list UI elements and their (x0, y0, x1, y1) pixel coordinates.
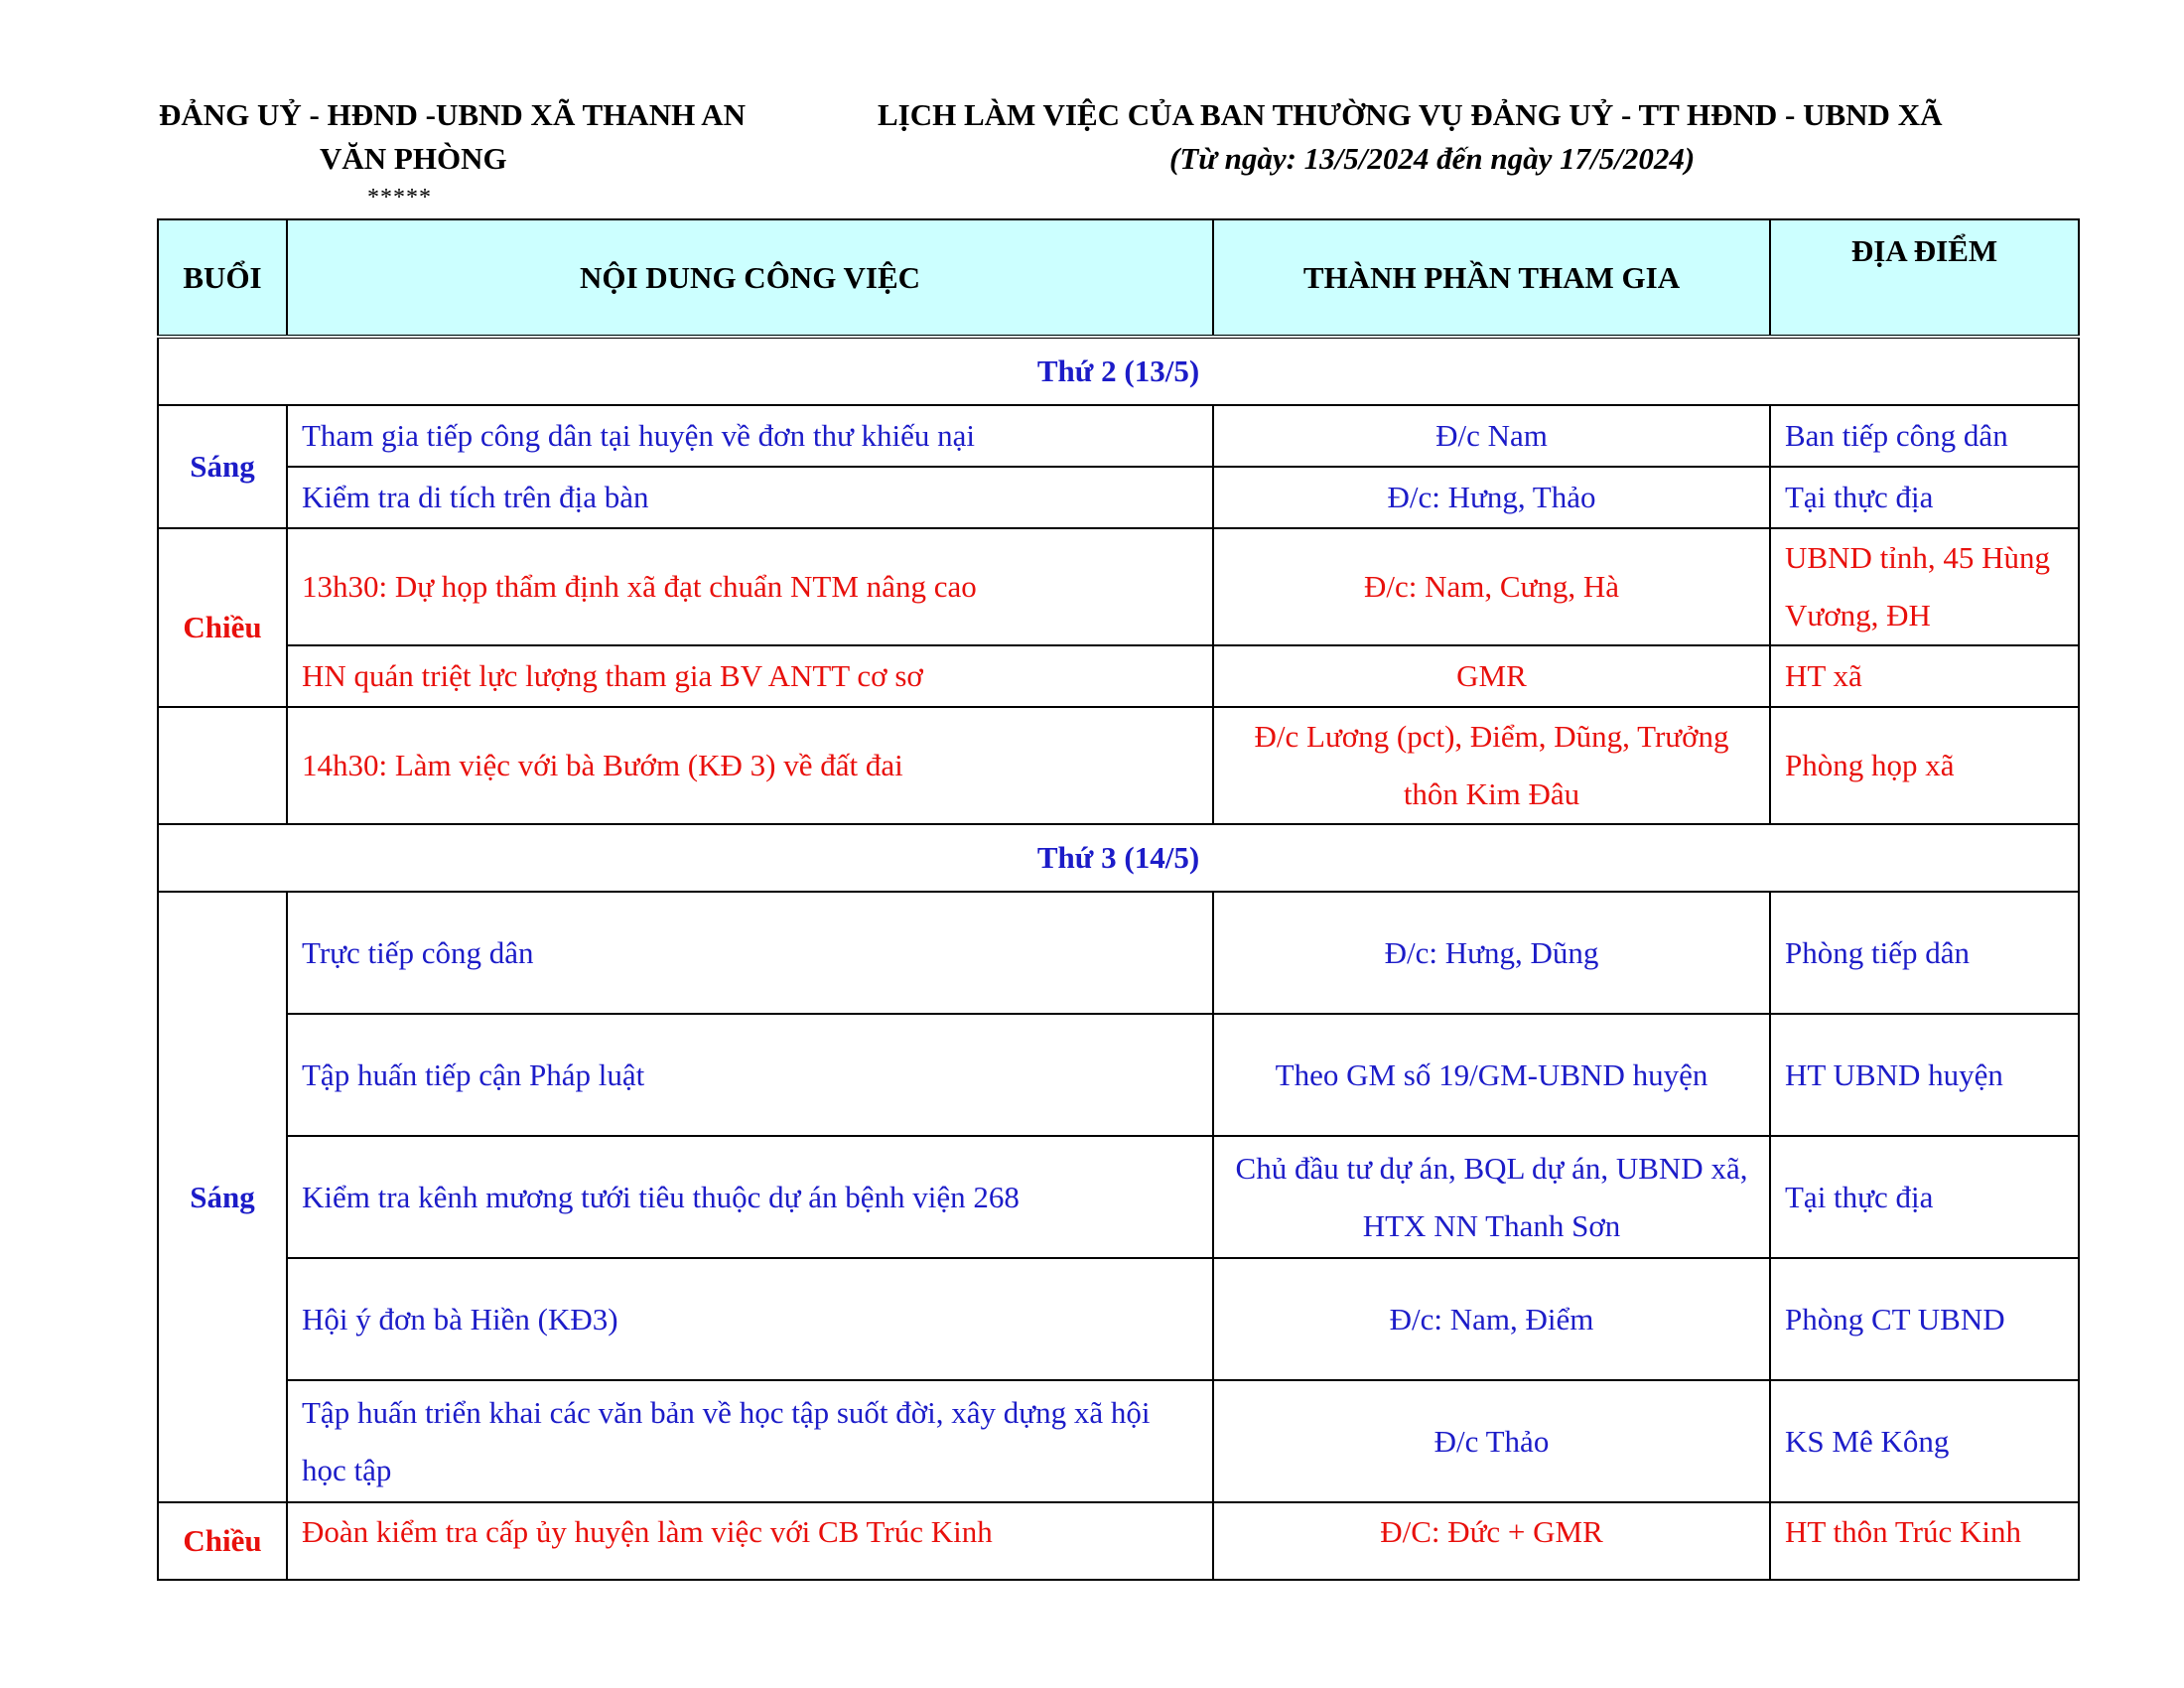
table-row (158, 405, 2079, 467)
table-row (158, 1502, 2079, 1580)
location-cell: KS Mê Kông (1770, 1380, 2079, 1502)
table-row (158, 645, 2079, 707)
location-cell: HT xã (1770, 645, 2079, 707)
table-row (158, 1258, 2079, 1380)
participants-cell: Đ/c: Hưng, Dũng (1213, 892, 1770, 1014)
participants-cell: Đ/c Lương (pct), Điểm, Dũng, Trưởng thôn Kim Đâu (1213, 707, 1770, 824)
table-row (158, 528, 2079, 645)
empty-session-cell (158, 707, 287, 824)
table-row (158, 892, 2079, 1014)
content-cell: HN quán triệt lực lượng tham gia BV ANTT cơ sơ (287, 645, 1213, 707)
date-range: (Từ ngày: 13/5/2024 đến ngày 17/5/2024) (1169, 141, 1696, 176)
col-header-content: NỘI DUNG CÔNG VIỆC (287, 219, 1213, 337)
org-name: ĐẢNG UỶ - HĐND -UBND XÃ THANH AN (159, 97, 747, 132)
col-header-location: ĐỊA ĐIỂM (1770, 219, 2079, 337)
day-label: Thứ 3 (14/5) (158, 824, 2079, 892)
office-name: VĂN PHÒNG (320, 141, 507, 176)
participants-cell: Đ/c: Nam, Điểm (1213, 1258, 1770, 1380)
content-cell: Tập huấn tiếp cận Pháp luật (287, 1014, 1213, 1136)
participants-cell: Đ/C: Đức + GMR (1213, 1502, 1770, 1580)
content-cell: Đoàn kiểm tra cấp ủy huyện làm việc với CB Trúc Kinh (287, 1502, 1213, 1580)
location-cell: HT UBND huyện (1770, 1014, 2079, 1136)
content-cell: Hội ý đơn bà Hiền (KĐ3) (287, 1258, 1213, 1380)
content-cell: 13h30: Dự họp thẩm định xã đạt chuẩn NTM nâng cao (287, 528, 1213, 645)
location-cell: Phòng CT UBND (1770, 1258, 2079, 1380)
session-label: Chiều (158, 528, 287, 707)
table-row (158, 1380, 2079, 1502)
location-cell: Phòng họp xã (1770, 707, 2079, 824)
table-header-row (158, 219, 2079, 337)
participants-cell: Chủ đầu tư dự án, BQL dự án, UBND xã, HTX NN Thanh Sơn (1213, 1136, 1770, 1258)
table-row (158, 1014, 2079, 1136)
participants-cell: Đ/c Nam (1213, 405, 1770, 467)
location-cell: UBND tỉnh, 45 Hùng Vương, ĐH (1770, 528, 2079, 645)
participants-cell: Đ/c Thảo (1213, 1380, 1770, 1502)
session-label: Sáng (158, 892, 287, 1502)
session-label: Chiều (158, 1502, 287, 1580)
location-cell: HT thôn Trúc Kinh (1770, 1502, 2079, 1580)
participants-cell: Đ/c: Nam, Cưng, Hà (1213, 528, 1770, 645)
content-cell: 14h30: Làm việc với bà Bướm (KĐ 3) về đất đai (287, 707, 1213, 824)
day-row (158, 337, 2079, 405)
content-cell: Trực tiếp công dân (287, 892, 1213, 1014)
org-stars: ***** (367, 185, 432, 211)
col-header-participants: THÀNH PHẦN THAM GIA (1213, 219, 1770, 337)
location-cell: Phòng tiếp dân (1770, 892, 2079, 1014)
content-cell: Tham gia tiếp công dân tại huyện về đơn thư khiếu nại (287, 405, 1213, 467)
participants-cell: Theo GM số 19/GM-UBND huyện (1213, 1014, 1770, 1136)
participants-cell: GMR (1213, 645, 1770, 707)
participants-cell: Đ/c: Hưng, Thảo (1213, 467, 1770, 528)
schedule-table (157, 218, 2080, 1581)
location-cell: Tại thực địa (1770, 467, 2079, 528)
day-label: Thứ 2 (13/5) (158, 337, 2079, 405)
content-cell: Kiểm tra kênh mương tưới tiêu thuộc dự án bệnh viện 268 (287, 1136, 1213, 1258)
table-row (158, 707, 2079, 824)
location-cell: Ban tiếp công dân (1770, 405, 2079, 467)
content-cell: Kiểm tra di tích trên địa bàn (287, 467, 1213, 528)
schedule-title: LỊCH LÀM VIỆC CỦA BAN THƯỜNG VỤ ĐẢNG UỶ - TT HĐND - UBND XÃ (878, 97, 1943, 132)
content-cell: Tập huấn triển khai các văn bản về học tập suốt đời, xây dựng xã hội học tập (287, 1380, 1213, 1502)
location-cell: Tại thực địa (1770, 1136, 2079, 1258)
day-row (158, 824, 2079, 892)
col-header-session: BUỔI (158, 219, 287, 337)
session-label: Sáng (158, 405, 287, 528)
table-row (158, 1136, 2079, 1258)
table-row (158, 467, 2079, 528)
